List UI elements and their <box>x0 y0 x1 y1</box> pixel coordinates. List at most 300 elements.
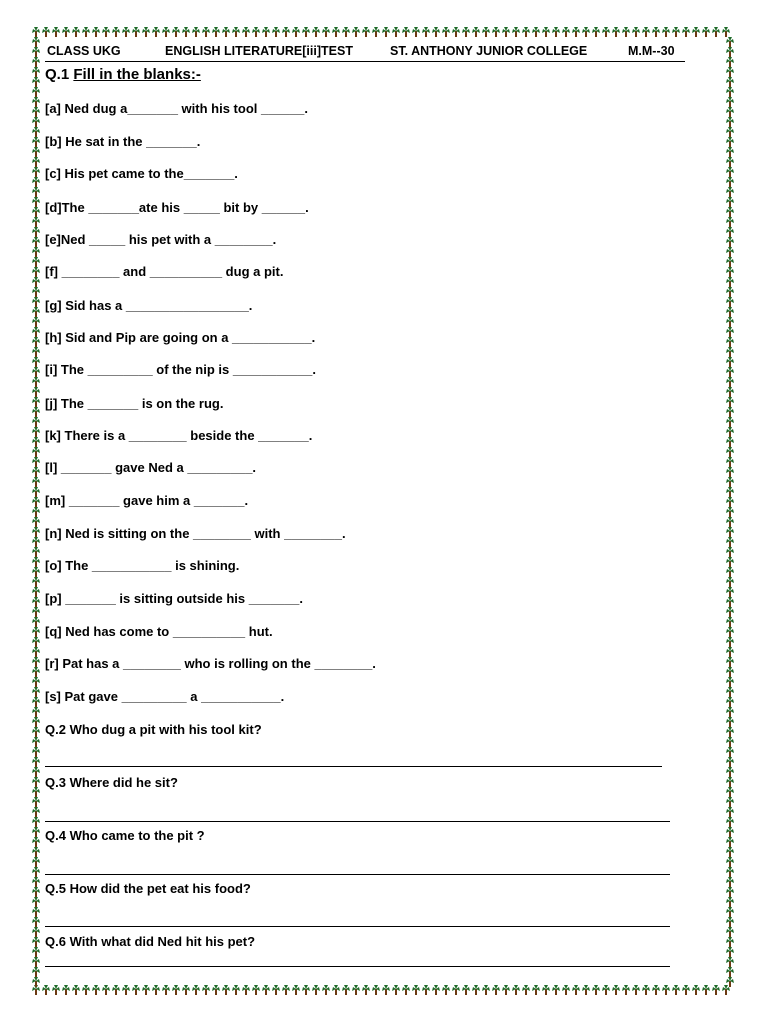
palm-tree-icon <box>272 27 280 37</box>
palm-tree-icon <box>32 687 40 697</box>
palm-tree-icon <box>726 87 734 97</box>
palm-tree-icon <box>726 537 734 547</box>
palm-tree-icon <box>726 927 734 937</box>
palm-tree-icon <box>32 517 40 527</box>
palm-tree-icon <box>512 27 520 37</box>
palm-tree-icon <box>32 377 40 387</box>
palm-tree-icon <box>32 77 40 87</box>
palm-tree-icon <box>72 985 80 995</box>
palm-tree-icon <box>726 557 734 567</box>
blank-item-n: [n] Ned is sitting on the ________ with ________. <box>45 526 346 541</box>
palm-tree-icon <box>32 127 40 137</box>
palm-tree-icon <box>32 777 40 787</box>
palm-tree-icon <box>352 27 360 37</box>
palm-tree-icon <box>726 827 734 837</box>
palm-tree-icon <box>722 27 730 37</box>
palm-tree-icon <box>32 67 40 77</box>
palm-tree-icon <box>82 985 90 995</box>
palm-tree-icon <box>112 985 120 995</box>
palm-tree-icon <box>726 527 734 537</box>
palm-tree-icon <box>726 577 734 587</box>
palm-tree-icon <box>726 597 734 607</box>
palm-tree-icon <box>726 367 734 377</box>
answer-line[interactable] <box>45 926 670 927</box>
palm-tree-icon <box>32 217 40 227</box>
palm-tree-icon <box>32 937 40 947</box>
palm-tree-icon <box>252 27 260 37</box>
palm-tree-icon <box>726 277 734 287</box>
answer-line[interactable] <box>45 966 670 967</box>
q1-number: Q.1 <box>45 66 70 83</box>
palm-tree-icon <box>182 985 190 995</box>
palm-tree-icon <box>422 985 430 995</box>
palm-tree-icon <box>726 607 734 617</box>
palm-tree-icon <box>726 457 734 467</box>
palm-tree-icon <box>32 737 40 747</box>
palm-tree-icon <box>522 985 530 995</box>
palm-tree-icon <box>726 817 734 827</box>
palm-tree-icon <box>152 27 160 37</box>
palm-tree-icon <box>32 257 40 267</box>
palm-tree-icon <box>726 767 734 777</box>
palm-tree-icon <box>32 927 40 937</box>
palm-tree-icon <box>472 27 480 37</box>
palm-tree-icon <box>682 985 690 995</box>
palm-tree-icon <box>726 627 734 637</box>
palm-tree-icon <box>32 367 40 377</box>
palm-tree-icon <box>372 985 380 995</box>
palm-tree-icon <box>582 985 590 995</box>
palm-tree-icon <box>32 267 40 277</box>
palm-tree-icon <box>726 797 734 807</box>
palm-tree-icon <box>92 985 100 995</box>
palm-tree-icon <box>32 357 40 367</box>
palm-tree-icon <box>472 985 480 995</box>
palm-tree-icon <box>32 447 40 457</box>
palm-tree-icon <box>32 497 40 507</box>
palm-tree-icon <box>726 347 734 357</box>
palm-tree-icon <box>32 287 40 297</box>
palm-tree-icon <box>32 457 40 467</box>
palm-tree-icon <box>32 297 40 307</box>
palm-tree-icon <box>32 607 40 617</box>
palm-tree-icon <box>726 187 734 197</box>
palm-tree-icon <box>722 985 730 995</box>
palm-tree-icon <box>32 647 40 657</box>
palm-tree-icon <box>512 985 520 995</box>
palm-tree-icon <box>32 587 40 597</box>
palm-tree-icon <box>726 387 734 397</box>
palm-tree-icon <box>72 27 80 37</box>
palm-tree-icon <box>222 27 230 37</box>
palm-tree-icon <box>32 237 40 247</box>
palm-tree-icon <box>726 917 734 927</box>
palm-tree-icon <box>422 27 430 37</box>
palm-tree-icon <box>726 307 734 317</box>
worksheet-header <box>45 43 685 62</box>
palm-tree-icon <box>32 787 40 797</box>
palm-tree-icon <box>726 687 734 697</box>
palm-tree-icon <box>726 437 734 447</box>
palm-tree-icon <box>372 27 380 37</box>
palm-tree-icon <box>726 47 734 57</box>
palm-tree-icon <box>726 487 734 497</box>
palm-tree-icon <box>532 985 540 995</box>
blank-item-i: [i] The _________ of the nip is ___________. <box>45 362 316 377</box>
palm-tree-icon <box>612 27 620 37</box>
palm-tree-icon <box>32 857 40 867</box>
blank-item-e: [e]Ned _____ his pet with a ________. <box>45 232 277 247</box>
palm-tree-icon <box>726 737 734 747</box>
palm-tree-icon <box>726 237 734 247</box>
palm-tree-icon <box>32 717 40 727</box>
palm-tree-icon <box>32 917 40 927</box>
palm-tree-icon <box>32 577 40 587</box>
palm-tree-icon <box>726 647 734 657</box>
palm-tree-icon <box>652 985 660 995</box>
palm-tree-icon <box>32 747 40 757</box>
palm-tree-icon <box>726 697 734 707</box>
palm-tree-icon <box>726 637 734 647</box>
palm-tree-icon <box>92 27 100 37</box>
palm-tree-icon <box>32 597 40 607</box>
palm-tree-icon <box>712 27 720 37</box>
palm-tree-icon <box>32 977 40 987</box>
palm-tree-icon <box>32 87 40 97</box>
palm-tree-icon <box>726 287 734 297</box>
palm-tree-icon <box>726 67 734 77</box>
palm-tree-icon <box>172 27 180 37</box>
palm-tree-icon <box>32 847 40 857</box>
palm-tree-icon <box>32 947 40 957</box>
palm-tree-icon <box>412 27 420 37</box>
palm-tree-icon <box>52 27 60 37</box>
palm-tree-icon <box>726 587 734 597</box>
palm-tree-icon <box>362 27 370 37</box>
question-5: Q.5 How did the pet eat his food? <box>45 881 251 896</box>
palm-tree-icon <box>642 27 650 37</box>
palm-tree-icon <box>32 897 40 907</box>
palm-tree-icon <box>32 467 40 477</box>
palm-tree-icon <box>122 27 130 37</box>
palm-tree-icon <box>726 137 734 147</box>
palm-tree-icon <box>32 727 40 737</box>
palm-tree-icon <box>342 985 350 995</box>
palm-tree-icon <box>182 27 190 37</box>
palm-tree-icon <box>532 27 540 37</box>
blank-item-k: [k] There is a ________ beside the _______. <box>45 428 313 443</box>
palm-tree-icon <box>726 337 734 347</box>
palm-tree-icon <box>726 497 734 507</box>
palm-tree-icon <box>322 985 330 995</box>
palm-tree-icon <box>42 27 50 37</box>
palm-tree-icon <box>726 327 734 337</box>
palm-tree-icon <box>32 657 40 667</box>
palm-tree-icon <box>726 787 734 797</box>
palm-tree-icon <box>192 27 200 37</box>
palm-tree-icon <box>726 477 734 487</box>
palm-tree-icon <box>726 867 734 877</box>
question-3: Q.3 Where did he sit? <box>45 775 178 790</box>
palm-tree-icon <box>112 27 120 37</box>
palm-tree-icon <box>602 27 610 37</box>
palm-tree-icon <box>292 27 300 37</box>
palm-tree-icon <box>482 985 490 995</box>
palm-tree-icon <box>726 887 734 897</box>
palm-tree-icon <box>726 807 734 817</box>
palm-tree-icon <box>672 27 680 37</box>
palm-tree-icon <box>692 27 700 37</box>
palm-tree-icon <box>232 985 240 995</box>
palm-tree-icon <box>672 985 680 995</box>
palm-tree-icon <box>282 27 290 37</box>
palm-tree-icon <box>52 985 60 995</box>
blank-item-b: [b] He sat in the _______. <box>45 134 201 149</box>
palm-tree-icon <box>726 117 734 127</box>
palm-tree-icon <box>32 957 40 967</box>
palm-tree-icon <box>452 985 460 995</box>
palm-tree-icon <box>632 985 640 995</box>
palm-tree-icon <box>726 957 734 967</box>
palm-tree-icon <box>32 47 40 57</box>
palm-tree-icon <box>662 27 670 37</box>
palm-tree-icon <box>482 27 490 37</box>
palm-tree-icon <box>32 767 40 777</box>
answer-line[interactable] <box>45 874 670 875</box>
palm-tree-icon <box>32 317 40 327</box>
palm-tree-icon <box>572 27 580 37</box>
palm-tree-icon <box>552 985 560 995</box>
palm-tree-icon <box>32 817 40 827</box>
palm-tree-icon <box>222 985 230 995</box>
palm-tree-icon <box>262 985 270 995</box>
palm-tree-icon <box>726 967 734 977</box>
palm-tree-icon <box>32 527 40 537</box>
palm-tree-icon <box>32 807 40 817</box>
palm-tree-icon <box>32 347 40 357</box>
palm-tree-icon <box>32 307 40 317</box>
palm-tree-icon <box>592 27 600 37</box>
palm-tree-icon <box>632 27 640 37</box>
palm-tree-icon <box>726 127 734 137</box>
palm-tree-icon <box>102 27 110 37</box>
palm-tree-icon <box>726 177 734 187</box>
palm-tree-icon <box>192 985 200 995</box>
palm-tree-icon <box>202 27 210 37</box>
palm-tree-icon <box>62 985 70 995</box>
palm-tree-icon <box>726 317 734 327</box>
blank-item-q: [q] Ned has come to __________ hut. <box>45 624 273 639</box>
max-marks: M.M--30 <box>628 44 675 58</box>
palm-tree-icon <box>412 985 420 995</box>
palm-tree-icon <box>242 27 250 37</box>
palm-tree-icon <box>726 297 734 307</box>
palm-tree-icon <box>32 907 40 917</box>
palm-tree-icon <box>312 985 320 995</box>
palm-tree-icon <box>132 27 140 37</box>
palm-tree-icon <box>32 57 40 67</box>
palm-tree-icon <box>242 985 250 995</box>
palm-tree-icon <box>726 757 734 767</box>
palm-tree-icon <box>562 985 570 995</box>
palm-tree-icon <box>32 337 40 347</box>
palm-tree-icon <box>32 27 40 37</box>
palm-tree-icon <box>32 187 40 197</box>
palm-tree-icon <box>726 157 734 167</box>
palm-tree-icon <box>726 407 734 417</box>
palm-tree-icon <box>142 27 150 37</box>
palm-tree-icon <box>462 27 470 37</box>
palm-tree-icon <box>142 985 150 995</box>
palm-tree-icon <box>32 417 40 427</box>
palm-tree-icon <box>726 57 734 67</box>
palm-tree-icon <box>602 985 610 995</box>
palm-tree-icon <box>212 27 220 37</box>
palm-tree-icon <box>32 387 40 397</box>
palm-tree-icon <box>726 837 734 847</box>
palm-tree-icon <box>726 727 734 737</box>
palm-tree-icon <box>32 107 40 117</box>
palm-tree-icon <box>32 867 40 877</box>
palm-tree-icon <box>32 677 40 687</box>
palm-tree-icon <box>162 27 170 37</box>
palm-tree-icon <box>32 397 40 407</box>
palm-tree-icon <box>32 167 40 177</box>
palm-tree-icon <box>572 985 580 995</box>
palm-tree-icon <box>332 27 340 37</box>
palm-tree-icon <box>32 557 40 567</box>
palm-tree-icon <box>552 27 560 37</box>
palm-tree-icon <box>212 985 220 995</box>
palm-tree-icon <box>562 27 570 37</box>
palm-tree-icon <box>302 27 310 37</box>
question-4: Q.4 Who came to the pit ? <box>45 828 205 843</box>
palm-tree-icon <box>692 985 700 995</box>
palm-tree-icon <box>32 227 40 237</box>
palm-tree-icon <box>726 267 734 277</box>
palm-tree-icon <box>726 207 734 217</box>
palm-tree-icon <box>32 327 40 337</box>
palm-tree-icon <box>392 27 400 37</box>
class-label: CLASS UKG <box>47 44 121 58</box>
palm-tree-icon <box>32 797 40 807</box>
palm-tree-icon <box>162 985 170 995</box>
palm-tree-icon <box>32 407 40 417</box>
blank-item-r: [r] Pat has a ________ who is rolling on the ________. <box>45 656 376 671</box>
palm-tree-icon <box>332 985 340 995</box>
palm-tree-icon <box>32 277 40 287</box>
palm-tree-icon <box>452 27 460 37</box>
palm-tree-icon <box>392 985 400 995</box>
blank-item-g: [g] Sid has a _________________. <box>45 298 253 313</box>
palm-tree-icon <box>32 707 40 717</box>
blank-item-m: [m] _______ gave him a _______. <box>45 493 249 508</box>
palm-tree-icon <box>726 947 734 957</box>
palm-tree-icon <box>462 985 470 995</box>
palm-tree-icon <box>726 717 734 727</box>
palm-tree-icon <box>582 27 590 37</box>
palm-tree-icon <box>32 197 40 207</box>
palm-tree-icon <box>282 985 290 995</box>
palm-tree-icon <box>32 177 40 187</box>
palm-tree-icon <box>712 985 720 995</box>
palm-tree-icon <box>32 637 40 647</box>
palm-tree-icon <box>382 985 390 995</box>
blank-item-f: [f] ________ and __________ dug a pit. <box>45 264 284 279</box>
palm-tree-icon <box>32 667 40 677</box>
palm-tree-icon <box>726 107 734 117</box>
palm-tree-icon <box>726 707 734 717</box>
palm-tree-icon <box>612 985 620 995</box>
palm-tree-icon <box>592 985 600 995</box>
answer-line[interactable] <box>45 766 662 767</box>
palm-tree-icon <box>726 377 734 387</box>
palm-tree-icon <box>702 985 710 995</box>
blank-item-o: [o] The ___________ is shining. <box>45 558 240 573</box>
answer-line[interactable] <box>45 821 670 822</box>
palm-tree-icon <box>382 27 390 37</box>
palm-tree-icon <box>492 27 500 37</box>
palm-tree-icon <box>32 427 40 437</box>
palm-tree-icon <box>726 167 734 177</box>
blank-item-j: [j] The _______ is on the rug. <box>45 396 224 411</box>
palm-tree-icon <box>152 985 160 995</box>
palm-tree-icon <box>542 985 550 995</box>
palm-tree-icon <box>252 985 260 995</box>
palm-tree-icon <box>402 985 410 995</box>
palm-tree-icon <box>726 617 734 627</box>
palm-tree-icon <box>32 887 40 897</box>
palm-tree-icon <box>726 197 734 207</box>
palm-tree-icon <box>726 467 734 477</box>
palm-tree-icon <box>542 27 550 37</box>
palm-tree-icon <box>292 985 300 995</box>
palm-tree-icon <box>726 447 734 457</box>
palm-tree-icon <box>82 27 90 37</box>
question-6: Q.6 With what did Ned hit his pet? <box>45 934 256 949</box>
palm-tree-icon <box>502 27 510 37</box>
palm-tree-icon <box>622 27 630 37</box>
q1-heading <box>45 66 201 83</box>
palm-tree-icon <box>232 27 240 37</box>
palm-tree-icon <box>726 857 734 867</box>
palm-tree-icon <box>726 397 734 407</box>
blank-item-h: [h] Sid and Pip are going on a ___________. <box>45 330 316 345</box>
question-2: Q.2 Who dug a pit with his tool kit? <box>45 722 262 737</box>
blank-item-d: [d]The _______ate his _____ bit by ______. <box>45 200 309 215</box>
palm-tree-icon <box>726 517 734 527</box>
palm-tree-icon <box>32 37 40 47</box>
palm-tree-icon <box>726 667 734 677</box>
palm-tree-icon <box>32 437 40 447</box>
palm-tree-icon <box>726 847 734 857</box>
blank-item-c: [c] His pet came to the_______. <box>45 166 238 181</box>
palm-tree-icon <box>682 27 690 37</box>
palm-tree-icon <box>442 985 450 995</box>
palm-tree-icon <box>322 27 330 37</box>
palm-tree-icon <box>302 985 310 995</box>
palm-tree-icon <box>122 985 130 995</box>
palm-tree-icon <box>726 747 734 757</box>
palm-tree-icon <box>32 477 40 487</box>
palm-tree-icon <box>726 897 734 907</box>
palm-tree-icon <box>362 985 370 995</box>
palm-tree-icon <box>726 567 734 577</box>
palm-tree-icon <box>726 257 734 267</box>
palm-tree-icon <box>62 27 70 37</box>
q1-title: Fill in the blanks:- <box>73 66 201 83</box>
palm-tree-icon <box>502 985 510 995</box>
